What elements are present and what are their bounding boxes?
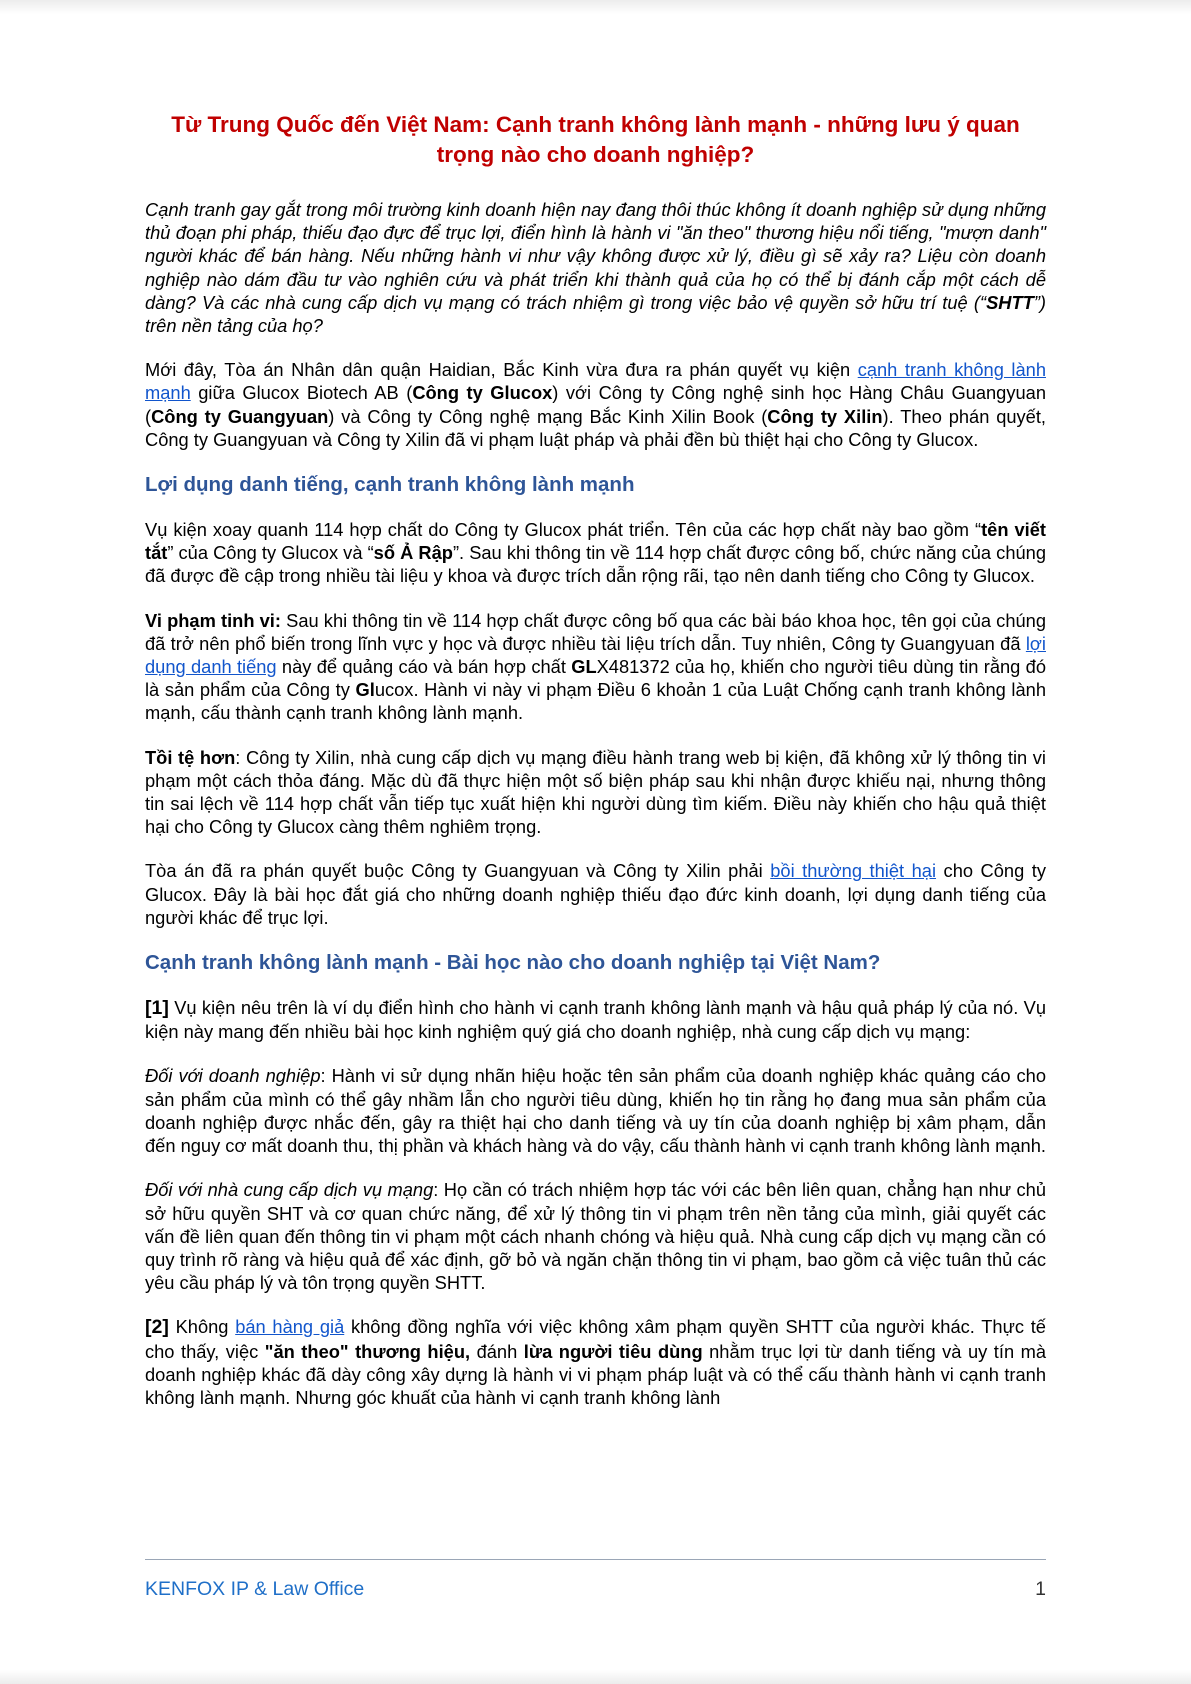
item-number: [1] <box>145 997 169 1020</box>
text: : Công ty Xilin, nhà cung cấp dịch vụ mạng điều hành trang web bị kiện, đã không xử lý thông tin vi phạm một cách thỏa đáng. Mặc dù đã thực hiện một số biện pháp sau khi nhận được khiếu nại, nhưng thông tin sai lệch về 114 hợp chất vẫn tiếp tục xuất hiện khi người dùng tìm kiếm. Điều này khiến cho hậu quả thiệt hại cho Công ty Glucox càng thêm nghiêm trọng. <box>145 746 1046 838</box>
text: Vụ kiện xoay quanh 114 hợp chất do Công ty Glucox phát triển. Tên của các hợp chất này bao gồm “ <box>145 519 982 541</box>
text: Mới đây, Tòa án Nhân dân quận Haidian, Bắc Kinh vừa đưa ra phán quyết vụ kiện <box>145 359 858 381</box>
footer-company: KENFOX IP & Law Office <box>145 1578 365 1600</box>
paragraph-court-ruling <box>145 358 1046 451</box>
page-number: 1 <box>1035 1578 1046 1600</box>
paragraph-for-network-provider <box>145 1178 1046 1294</box>
bold-guangyuan: Công ty Guangyuan <box>151 405 329 427</box>
lead-violation: Vi phạm tinh vi: <box>145 609 281 631</box>
lead-for-provider: Đối với nhà cung cấp dịch vụ mạng <box>145 1179 434 1201</box>
bold-deceive: lừa người tiêu dùng <box>523 1340 703 1362</box>
intro-paragraph <box>145 198 1046 337</box>
paragraph-for-business <box>145 1064 1046 1157</box>
text: ”. Sau khi thông tin về 114 hợp chất được công bố, chức năng của chúng đã được đề cập trong nhiều tài liệu y khoa và được trích dẫn rộng rãi, tạo nên danh tiếng cho Công ty Glucox. <box>145 542 1046 587</box>
bold-glucox: Công ty Glucox <box>412 382 553 404</box>
footer-divider <box>145 1559 1046 1560</box>
text: ) và Công ty Công nghệ mạng Bắc Kinh Xilin Book ( <box>328 405 768 427</box>
link-counterfeit[interactable]: bán hàng giả <box>235 1316 345 1338</box>
bold-abbrev: tên viết tắt <box>145 519 1046 564</box>
intro-shtt: SHTT <box>986 291 1034 313</box>
bold-gl-2: Gl <box>355 679 375 701</box>
text: đánh <box>470 1340 524 1362</box>
text: không đồng nghĩa với việc không xâm phạm quyền SHTT của người khác. Thực tế cho thấy, việc <box>145 1316 1046 1362</box>
intro-text: Cạnh tranh gay gắt trong môi trường kinh doanh hiện nay đang thôi thúc không ít doanh nghiệp sử dụng những thủ đoạn phi pháp, thiếu đạo đực để trục lợi, điển hình là hành vi "ăn theo" thương hiệu nổi tiếng, "mượn danh" người khác để bán hàng. Nếu những hành vi như vậy không được xử lý, điều gì sẽ xảy ra? Liệu còn doanh nghiệp nào dám đầu tư vào nghiên cứu và phát triển khi thành quả của họ có thể bị đánh cắp một cách dễ dàng? Và các nhà cung cấp dịch vụ mạng có trách nhiệm gì trong việc bảo vệ quyền sở hữu trí tuệ (“ <box>145 199 1046 313</box>
text: giữa Glucox Biotech AB ( <box>190 382 413 404</box>
text: Tòa án đã ra phán quyết buộc Công ty Guangyuan và Công ty Xilin phải <box>145 860 771 882</box>
bold-arabic: số Ả Rập <box>373 542 453 564</box>
item-number: [2] <box>145 1316 169 1339</box>
document-body <box>145 110 1046 1430</box>
text: cho Công ty Glucox. Đây là bài học đắt giá cho những doanh nghiệp thiếu đạo đức kinh doanh, lợi dụng danh tiếng của người khác để trục lợi. <box>145 860 1047 928</box>
paragraph-lesson-1 <box>145 996 1046 1043</box>
text: này để quảng cáo và bán hợp chất <box>276 656 572 678</box>
document-title: Từ Trung Quốc đến Việt Nam: Cạnh tranh không lành mạnh - những lưu ý quan trọng nào cho doanh nghiệp? <box>171 112 1020 167</box>
section-heading-2: Cạnh tranh không lành mạnh - Bài học nào cho doanh nghiệp tại Việt Nam? <box>145 951 881 975</box>
bold-piggyback: "ăn theo" thương hiệu, <box>264 1340 471 1362</box>
text: nhằm trục lợi từ danh tiếng và uy tín mà doanh nghiệp khác đã dày công xây dựng là hành vi vi phạm pháp luật và có thể cấu thành hành vi cạnh tranh không lành mạnh. Nhưng góc khuất của hành vi cạnh tranh không lành <box>145 1340 1047 1408</box>
text: Sau khi thông tin về 114 hợp chất được công bố qua các bài báo khoa học, tên gọi của chúng đã trở nên phổ biến trong lĩnh vực y học và được nhiều tài liệu trích dẫn. Tuy nhiên, Công ty Guangyuan đã <box>145 609 1046 654</box>
section-heading-1: Lợi dụng danh tiếng, cạnh tranh không lành mạnh <box>145 473 635 497</box>
lead-for-business: Đối với doanh nghiệp <box>145 1065 321 1087</box>
bold-gl: GL <box>571 656 597 678</box>
paragraph-compounds <box>145 518 1046 588</box>
text: ” của Công ty Glucox và “ <box>167 542 374 564</box>
text: Vụ kiện nêu trên là ví dụ điển hình cho hành vi cạnh tranh không lành mạnh và hậu quả pháp lý của nó. Vụ kiện này mang đến nhiều bài học kinh nghiệm quý giá cho doanh nghiệp, nhà cung cấp dịch vụ mạng: <box>145 997 1046 1043</box>
lead-worse: Tồi tệ hơn <box>145 746 236 768</box>
text: : Hành vi sử dụng nhãn hiệu hoặc tên sản phẩm của doanh nghiệp khác quảng cáo cho sản phẩm của mình có thể gây nhầm lẫn cho người tiêu dùng, khiến họ tin rằng họ đang mua sản phẩm của doanh nghiệp được nhắc đến, gây ra thiệt hại cho danh tiếng và uy tín của doanh nghiệp bị xâm phạm, dẫn đến nguy cơ mất doanh thu, thị phần và khách hàng và do vậy, cấu thành hành vi cạnh tranh không lành mạnh. <box>145 1065 1046 1157</box>
link-exploit-reputation[interactable]: lợi dụng danh tiếng <box>145 632 1046 678</box>
link-compensation[interactable]: bồi thường thiệt hại <box>770 860 937 882</box>
text: ) với Công ty Công nghệ sinh học Hàng Châu Guangyuan ( <box>145 382 1046 427</box>
paragraph-worse <box>145 746 1046 839</box>
text: Không <box>168 1316 236 1338</box>
paragraph-violation <box>145 609 1046 725</box>
text: ucox. Hành vi này vi phạm Điều 6 khoản 1 của Luật Chống cạnh tranh không lành mạnh, cấu thành cạnh tranh không lành mạnh. <box>145 679 1046 724</box>
paragraph-compensation <box>145 859 1046 929</box>
text: X481372 của họ, khiến cho người tiêu dùng tin rằng đó là sản phẩm của Công ty <box>145 656 1046 701</box>
intro-text-end: ”) trên nền tảng của họ? <box>145 291 1046 337</box>
bold-xilin: Công ty Xilin <box>767 405 883 427</box>
text: : Họ cần có trách nhiệm hợp tác với các bên liên quan, chẳng hạn như chủ sở hữu quyền SHT và cơ quan chức năng, để xử lý thông tin vi phạm trên nền tảng của mình, giải quyết các vấn đề liên quan đến thông tin vi phạm một cách nhanh chóng và hiệu quả. Nhà cung cấp dịch vụ mạng cần có quy trình rõ ràng và hiệu quả để xác định, gỡ bỏ và ngăn chặn thông tin vi phạm, bao gồm cả việc tuân thủ các yêu cầu pháp lý và tôn trọng quyền SHTT. <box>145 1179 1047 1294</box>
link-unfair-competition[interactable]: cạnh tranh không lành mạnh <box>145 359 1046 404</box>
text: ). Theo phán quyết, Công ty Guangyuan và Công ty Xilin đã vi phạm luật pháp và phải đền bù thiệt hại cho Công ty Glucox. <box>145 405 1047 450</box>
paragraph-lesson-2 <box>145 1315 1046 1409</box>
